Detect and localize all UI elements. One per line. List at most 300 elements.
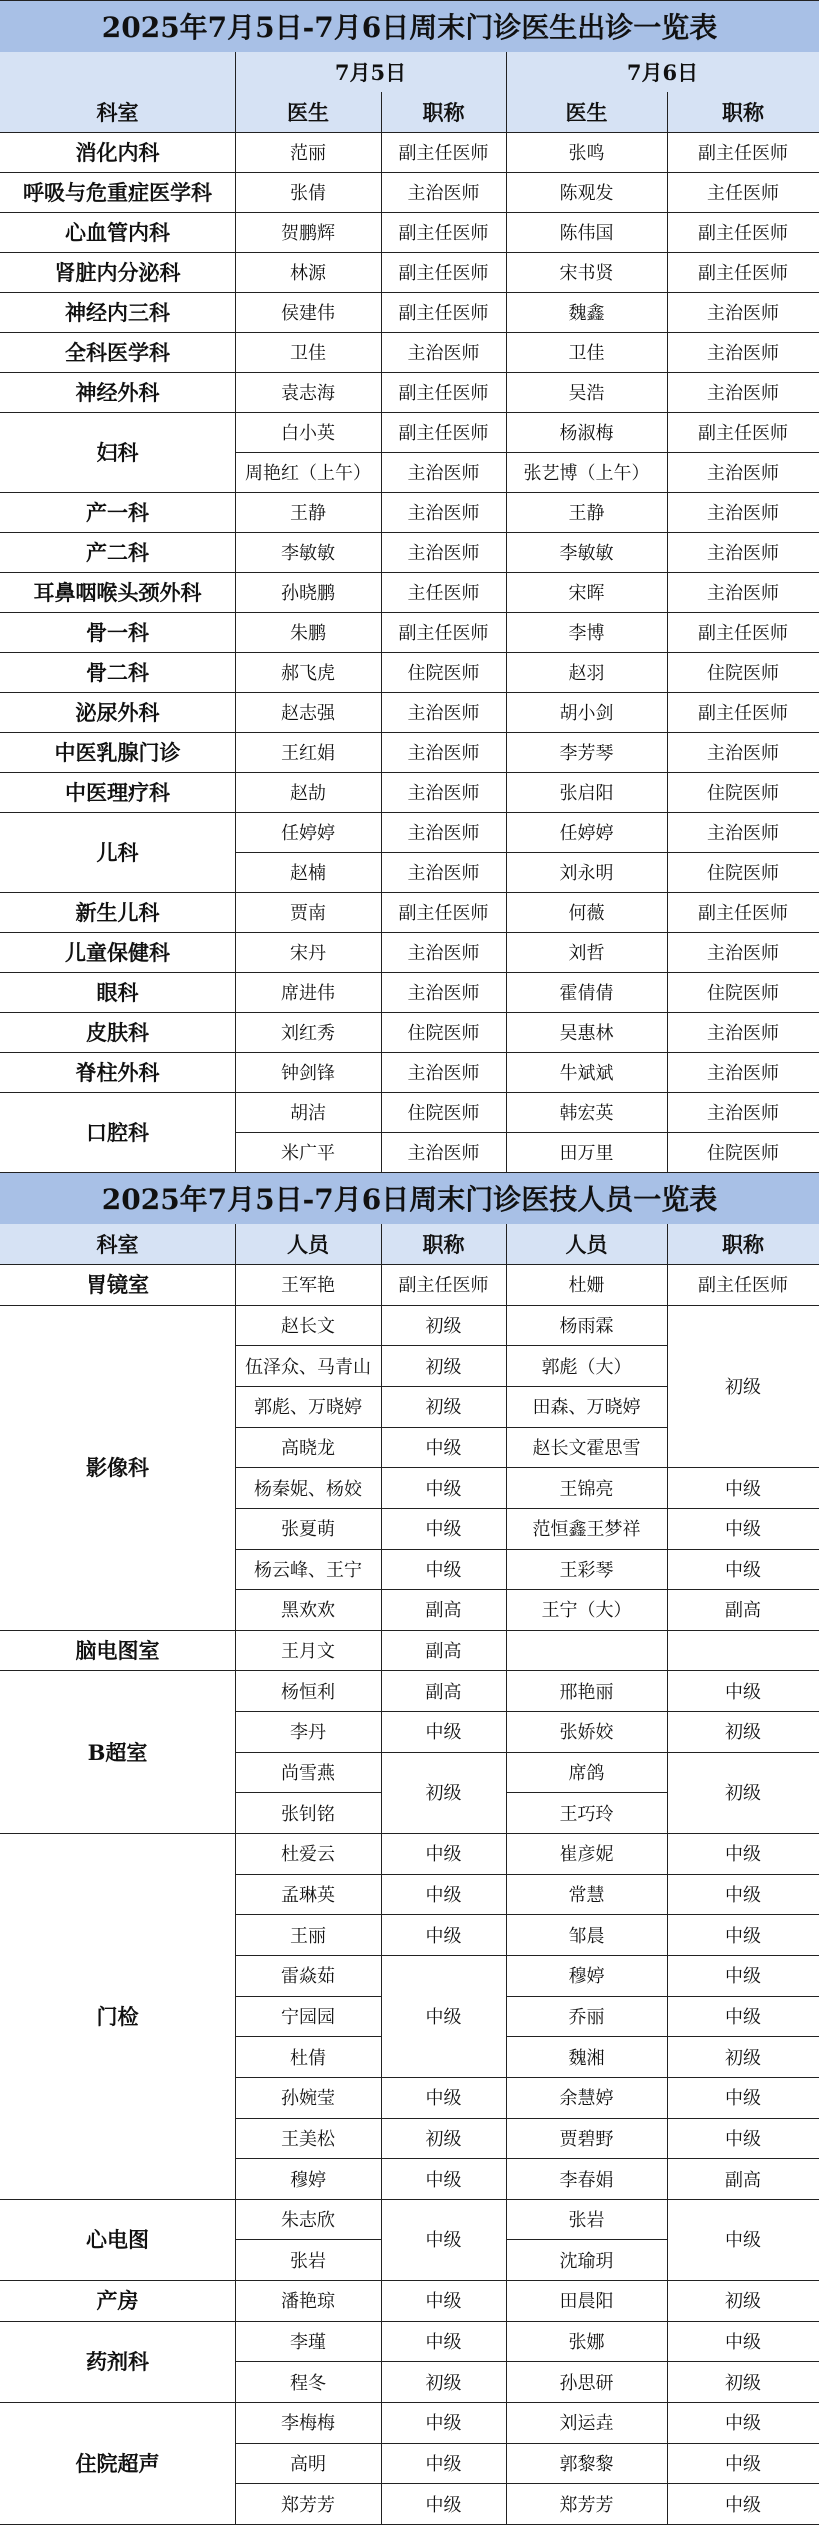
staff-name: 张岩 [568,2210,605,2232]
grid-line [381,2077,507,2078]
staff-title: 中级 [425,1925,462,1947]
grid-line [506,1224,507,1264]
staff-title: 中级 [425,2230,462,2252]
staff-name: 崔彦妮 [559,1844,614,1866]
staff-title: 主治医师 [707,503,779,524]
staff-title: 主治医师 [707,583,779,604]
grid-line [667,2036,819,2037]
staff-name: 王锦亮 [559,1478,614,1500]
staff-title: 主治医师 [707,943,779,964]
grid-line [381,852,507,853]
department-name: 骨一科 [86,620,149,645]
staff-name: 张娇姣 [559,1722,614,1744]
staff-name: 余慧婷 [559,2088,614,2110]
staff-title: 主治医师 [407,1063,480,1084]
staff-title: 初级 [725,1722,761,1744]
staff-title: 中级 [725,1966,761,1988]
staff-title: 初级 [725,2291,761,2313]
staff-name: 王静 [290,503,326,524]
staff-name: 张娜 [568,2332,605,2354]
staff-name: 刘运垚 [559,2413,614,2435]
staff-title: 中级 [725,1519,761,1541]
staff-title: 主治医师 [707,463,779,484]
staff-name: 田晨阳 [559,2291,614,2313]
staff-title: 中级 [425,2291,462,2313]
staff-title: 初级 [425,2372,462,2394]
grid-line [506,1955,668,1956]
staff-name: 白小英 [281,423,335,444]
staff-title: 副主任医师 [698,703,788,724]
staff-name: 程冬 [290,2372,326,2394]
column-header: 科室 [96,1232,139,1257]
department-name: 产房 [96,2288,139,2314]
grid-line [381,1914,507,1915]
staff-title: 主治医师 [407,183,480,204]
grid-line [235,2036,382,2037]
department-name: 耳鼻咽喉头颈外科 [33,580,202,605]
grid-line [506,2077,668,2078]
staff-name: 任婷婷 [281,823,335,844]
grid-line [506,2239,668,2240]
column-header: 医生 [287,100,329,125]
department-name: 药剂科 [86,2349,149,2375]
staff-name: 赵羽 [568,663,605,684]
grid-line [667,1752,819,1753]
staff-title: 中级 [425,2454,462,2476]
grid-line [381,1589,507,1590]
staff-name: 刘永明 [559,863,614,884]
staff-name: 孙思研 [559,2372,614,2394]
grid-line [235,1914,382,1915]
grid-line [506,92,507,132]
staff-name: 宋丹 [290,943,326,964]
department-name: 脑电图室 [75,1638,160,1664]
staff-name: 牛斌斌 [559,1063,614,1084]
staff-name: 王丽 [290,1925,326,1947]
grid-line [506,452,668,453]
grid-line [506,1508,668,1509]
grid-line [506,2361,668,2362]
staff-title: 主治医师 [407,863,480,884]
staff-title: 住院医师 [707,863,779,884]
staff-title: 主治医师 [407,463,480,484]
staff-name: 杜倩 [290,2047,326,2069]
department-name: 心血管内科 [65,220,170,245]
grid-line [235,2361,382,2362]
grid-line [506,1914,668,1915]
grid-line [506,1549,668,1550]
staff-name: 常慧 [568,1884,605,1906]
staff-title: 主治医师 [407,823,480,844]
staff-title: 副主任医师 [398,903,489,924]
staff-title: 主治医师 [407,743,480,764]
department-name: 产二科 [86,540,149,565]
staff-title: 住院医师 [707,1143,779,1164]
staff-name: 孙晓鹏 [281,583,335,604]
staff-name: 王巧玲 [559,1803,614,1825]
column-header: 人员 [565,1232,608,1257]
staff-title: 主治医师 [707,1103,779,1124]
staff-title: 住院医师 [707,663,779,684]
grid-line [235,2077,382,2078]
grid-line [381,1427,507,1428]
staff-name: 李敏敏 [281,543,335,564]
grid-line [667,1549,819,1550]
staff-title: 副高 [425,1641,462,1663]
staff-name: 侯建伟 [281,303,335,324]
staff-name: 张倩 [290,183,326,204]
grid-line [381,1874,507,1875]
staff-name: 贺鹏辉 [281,223,335,244]
department-name: 儿科 [96,840,139,865]
department-name: 全科医学科 [65,340,170,365]
department-name: 产一科 [86,500,149,525]
department-name: 眼科 [96,980,139,1005]
staff-title: 初级 [725,1376,761,1398]
staff-name: 赵长文霍思雪 [532,1437,641,1459]
t1-title: 2025年7月5日-7月6日周末门诊医生出诊一览表 [0,0,819,52]
staff-name: 赵劼 [290,783,326,804]
staff-title: 中级 [725,2230,761,2252]
staff-title: 副主任医师 [398,383,489,404]
grid-line [235,52,236,132]
staff-title: 副主任医师 [698,223,788,244]
staff-title: 副主任医师 [698,263,788,284]
grid-line [506,852,668,853]
grid-line [381,2361,507,2362]
staff-title: 中级 [725,2454,761,2476]
staff-name: 吴惠林 [559,1023,614,1044]
staff-title: 主治医师 [707,1023,779,1044]
grid-line [235,2443,382,2444]
staff-name: 魏湘 [568,2047,605,2069]
staff-name: 乔丽 [568,2006,605,2028]
department-name: 口腔科 [86,1120,149,1145]
staff-name: 朱鹏 [290,623,326,644]
grid-line [667,852,819,853]
staff-title: 中级 [725,1681,761,1703]
staff-title: 副主任医师 [698,423,788,444]
staff-name: 邢艳丽 [559,1681,614,1703]
grid-line [381,2158,507,2159]
grid-line [667,2483,819,2484]
grid-line [235,1345,382,1346]
staff-name: 陈观发 [559,183,614,204]
grid-line [235,452,382,453]
staff-name: 沈瑜玥 [559,2250,614,2272]
staff-name: 杜爱云 [281,1844,335,1866]
department-name: 新生儿科 [75,900,160,925]
staff-name: 穆婷 [568,1966,605,1988]
staff-name: 杜姗 [568,1275,605,1297]
grid-line [506,1874,668,1875]
staff-name: 雷焱茹 [281,1966,335,1988]
staff-name: 席鸽 [568,1763,605,1785]
staff-title: 中级 [725,2088,761,2110]
staff-name: 卫佳 [568,343,605,364]
staff-name: 李博 [568,623,605,644]
grid-line [667,452,819,453]
staff-name: 孟琳英 [281,1884,335,1906]
grid-line [0,1172,819,1173]
staff-title: 主任医师 [707,183,779,204]
staff-name: 范丽 [290,143,326,164]
grid-line [506,1711,668,1712]
grid-line [381,1467,507,1468]
grid-line [235,1132,382,1133]
staff-title: 中级 [725,1478,761,1500]
staff-name: 韩宏英 [559,1103,614,1124]
staff-name: 袁志海 [281,383,335,404]
staff-title: 中级 [425,2494,462,2516]
grid-line [506,1752,668,1753]
staff-title: 中级 [425,2413,462,2435]
staff-title: 副主任医师 [398,1275,489,1297]
staff-title: 中级 [425,1844,462,1866]
grid-line [381,92,382,132]
grid-line [381,1508,507,1509]
staff-name: 王月文 [281,1641,335,1663]
staff-title: 初级 [425,1356,462,1378]
staff-title: 副高 [725,2169,761,2191]
grid-line [381,1386,507,1387]
staff-title: 初级 [725,2047,761,2069]
staff-name: 潘艳琼 [281,2291,335,2313]
staff-name: 赵志强 [281,703,335,724]
grid-line [667,1589,819,1590]
grid-line [381,2118,507,2119]
grid-line [667,1914,819,1915]
staff-title: 中级 [425,2006,462,2028]
staff-title: 住院医师 [707,983,779,1004]
staff-title: 主治医师 [407,983,480,1004]
staff-name: 伍泽众、马青山 [245,1356,371,1378]
staff-title: 副主任医师 [398,303,489,324]
staff-title: 副高 [425,1681,462,1703]
staff-title: 副高 [425,1600,462,1622]
staff-name: 刘红秀 [281,1023,335,1044]
staff-title: 主治医师 [707,823,779,844]
grid-line [506,1792,668,1793]
grid-line [235,1955,382,1956]
date-label: 7月6日 [626,60,699,85]
staff-name: 宁园园 [281,2006,335,2028]
grid-line [235,1792,382,1793]
staff-name: 李春娟 [559,2169,614,2191]
grid-line [667,2361,819,2362]
department-name: 住院超声 [75,2451,160,2477]
department-name: 消化内科 [75,140,160,165]
grid-line [506,2443,668,2444]
staff-title: 副主任医师 [398,263,489,284]
staff-title: 副高 [725,1600,761,1622]
staff-title: 副主任医师 [698,1275,788,1297]
staff-title: 副主任医师 [698,623,788,644]
grid-line [235,1508,382,1509]
department-name: 中医乳腺门诊 [54,740,181,765]
staff-title: 初级 [425,1315,462,1337]
staff-title: 主治医师 [407,543,480,564]
staff-name: 郭彪、万晓婷 [254,1397,362,1419]
department-name: 肾脏内分泌科 [54,260,181,285]
staff-name: 李芳琴 [559,743,614,764]
staff-name: 郭彪（大） [541,1356,632,1378]
staff-name: 魏鑫 [568,303,605,324]
staff-name: 张启阳 [559,783,614,804]
grid-line [235,1874,382,1875]
grid-line [235,852,382,853]
staff-title: 主治医师 [707,343,779,364]
grid-line [667,1630,668,1671]
staff-name: 林源 [290,263,326,284]
staff-name: 王军艳 [281,1275,335,1297]
staff-name: 邹晨 [568,1925,605,1947]
grid-line [506,1427,668,1428]
staff-title: 中级 [425,2332,462,2354]
staff-title: 中级 [425,1437,462,1459]
grid-line [667,2077,819,2078]
staff-title: 中级 [425,1478,462,1500]
grid-line [506,1345,668,1346]
grid-line [235,1752,382,1753]
staff-title: 副主任医师 [398,223,489,244]
staff-title: 主任医师 [407,583,480,604]
grid-line [235,1467,382,1468]
staff-name: 周艳红（上午） [245,463,371,484]
staff-title: 主治医师 [407,1143,480,1164]
staff-name: 高晓龙 [281,1437,335,1459]
staff-name: 钟剑锋 [281,1063,335,1084]
staff-name: 穆婷 [290,2169,326,2191]
staff-name: 王美松 [281,2128,335,2150]
staff-name: 尚雪燕 [281,1763,335,1785]
department-name: 呼吸与危重症医学科 [23,180,212,205]
grid-line [381,452,507,453]
staff-title: 中级 [725,1844,761,1866]
staff-name: 米广平 [281,1143,335,1164]
department-name: 儿童保健科 [65,940,170,965]
staff-title: 初级 [725,1783,761,1805]
department-name: 神经内三科 [65,300,170,325]
department-name: 影像科 [86,1455,149,1481]
column-header: 职称 [722,1232,764,1257]
staff-title: 副主任医师 [398,423,489,444]
department-name: 妇科 [96,440,139,465]
staff-name: 朱志欣 [281,2210,335,2232]
staff-title: 主治医师 [407,343,480,364]
column-header: 人员 [287,1232,329,1257]
grid-line [235,1224,236,1264]
staff-name: 吴浩 [568,383,605,404]
staff-title: 中级 [425,2169,462,2191]
staff-title: 初级 [425,1397,462,1419]
staff-title: 副主任医师 [398,143,489,164]
department-name: 中医理疗科 [65,780,170,805]
staff-name: 郝飞虎 [281,663,335,684]
grid-line [381,1955,507,1956]
staff-title: 主治医师 [407,943,480,964]
grid-line [506,2158,668,2159]
grid-line [381,1224,382,1264]
grid-line [506,1589,668,1590]
grid-line [381,2443,507,2444]
staff-title: 住院医师 [407,663,480,684]
grid-line [381,1345,507,1346]
grid-line [506,2036,668,2037]
staff-title: 中级 [725,2128,761,2150]
staff-title: 中级 [425,2088,462,2110]
grid-line [381,1711,507,1712]
staff-name: 范恒鑫王梦祥 [532,1519,641,1541]
grid-line [667,1996,819,1997]
grid-line [381,1132,507,1133]
staff-title: 副主任医师 [698,143,788,164]
staff-title: 中级 [725,2413,761,2435]
grid-line [667,1132,819,1133]
grid-line [506,1996,668,1997]
department-name: 脊柱外科 [75,1060,160,1085]
column-header: 科室 [96,100,139,125]
staff-name: 宋书贤 [559,263,614,284]
staff-name: 席进伟 [281,983,335,1004]
staff-name: 王彩琴 [559,1559,614,1581]
grid-line [235,2239,382,2240]
grid-line [0,0,819,1]
department-name: 胃镜室 [86,1272,149,1298]
staff-name: 卫佳 [290,343,326,364]
staff-title: 中级 [425,1519,462,1541]
staff-name: 李瑾 [290,2332,326,2354]
staff-title: 中级 [425,1559,462,1581]
staff-name: 黑欢欢 [281,1600,335,1622]
staff-name: 胡洁 [290,1103,326,1124]
grid-line [506,2118,668,2119]
department-name: 心电图 [86,2227,149,2253]
staff-name: 张夏萌 [281,1519,335,1541]
grid-line [235,1589,382,1590]
staff-name: 任婷婷 [559,823,614,844]
staff-title: 副主任医师 [398,623,489,644]
staff-name: 王宁（大） [541,1600,632,1622]
department-name: 泌尿外科 [75,700,160,725]
staff-name: 张艺博（上午） [523,463,650,484]
department-name: 皮肤科 [86,1020,149,1045]
staff-title: 初级 [725,2372,761,2394]
grid-line [235,1711,382,1712]
staff-title: 主治医师 [407,503,480,524]
staff-title: 住院医师 [407,1023,480,1044]
grid-line [235,2483,382,2484]
t2-title: 2025年7月5日-7月6日周末门诊医技人员一览表 [0,1172,819,1224]
staff-title: 主治医师 [707,543,779,564]
staff-title: 初级 [425,1783,462,1805]
staff-name: 胡小剑 [559,703,614,724]
staff-name: 郑芳芳 [281,2494,335,2516]
staff-title: 副主任医师 [698,903,788,924]
grid-line [506,1467,668,1468]
staff-name: 郭黎黎 [559,2454,614,2476]
staff-name: 杨恒利 [281,1681,335,1703]
staff-name: 赵长文 [281,1315,335,1337]
staff-title: 中级 [725,2332,761,2354]
department-name: 门检 [96,2003,139,2029]
staff-name: 贾南 [290,903,326,924]
grid-line [667,1711,819,1712]
column-header: 职称 [422,1232,465,1257]
staff-name: 霍倩倩 [559,983,614,1004]
staff-title: 住院医师 [707,783,779,804]
grid-line [506,52,507,92]
